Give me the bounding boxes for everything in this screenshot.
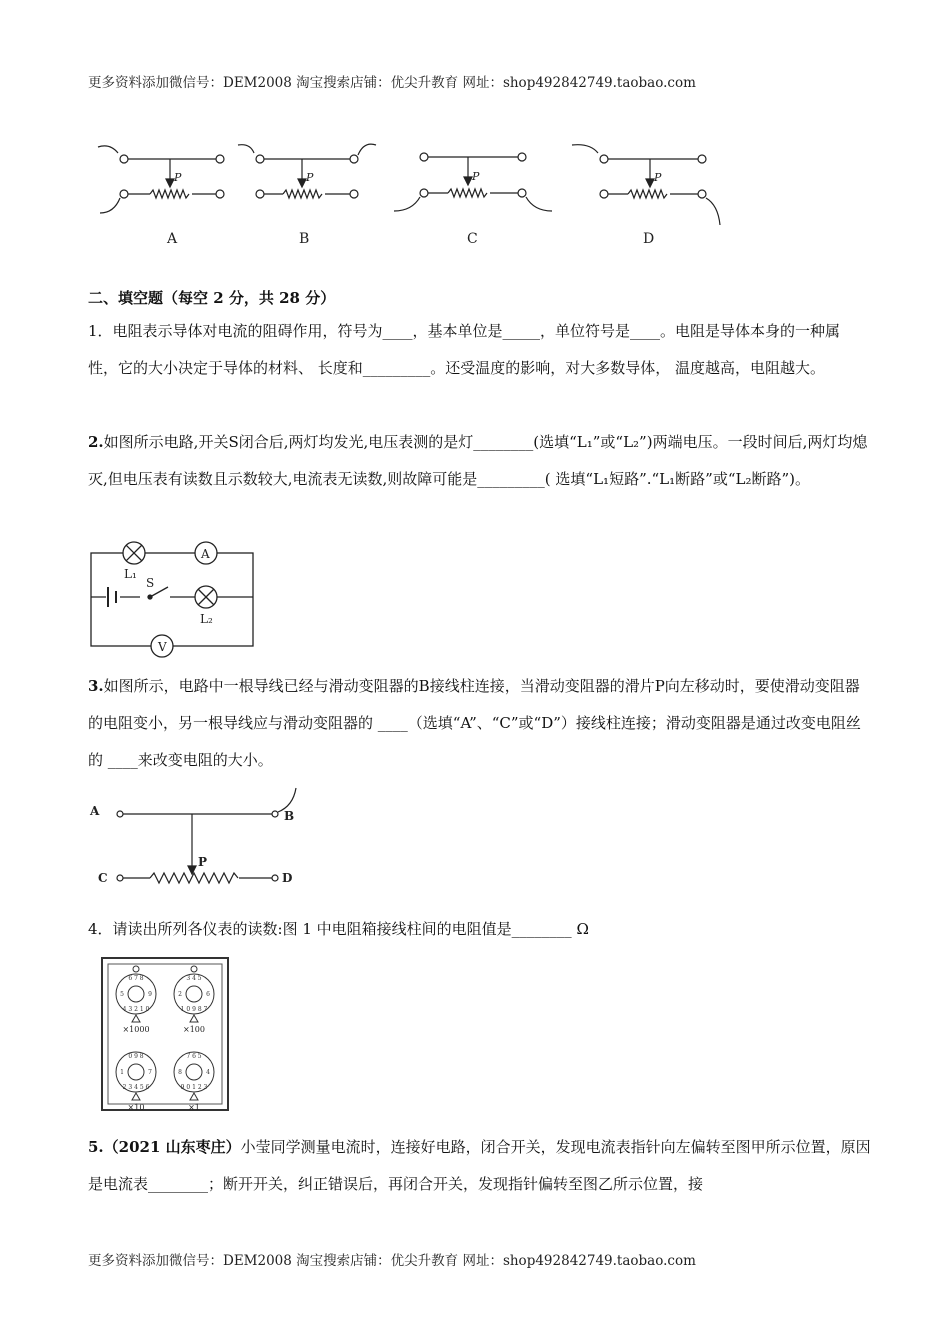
dial-x100-label: ×100 xyxy=(183,1025,205,1034)
question-2-text: 如图所示电路,开关S闭合后,两灯均发光,电压表测的是灯________(选填“L₁”或“L₂”)两端电压。一段时间后,两灯均熄灭,但电压表有读数且示数较大,电流表无读数,则故障可能是_________( 选填“L₁短路”.“L₁断路”或“L₂断路”)。 xyxy=(88,433,868,488)
option-c-p-label: P xyxy=(472,170,480,183)
svg-text:0 9 8: 0 9 8 xyxy=(128,1053,144,1060)
option-d-diagram xyxy=(572,145,720,225)
svg-text:7 6 5: 7 6 5 xyxy=(186,1053,202,1060)
ammeter-symbol: A xyxy=(201,547,210,561)
option-a-diagram xyxy=(98,146,224,213)
question-3 xyxy=(88,668,873,779)
question-5-text: 小莹同学测量电流时，连接好电路，闭合开关，发现电流表指针向左偏转至图甲所示位置，原因是电流表________；断开开关，纠正错误后，再闭合开关，发现指针偏转至图乙所示位置，接 xyxy=(88,1138,871,1193)
svg-text:4 3 2 1 0: 4 3 2 1 0 xyxy=(122,1006,150,1013)
page-header: 更多资料添加微信号：DEM2008 淘宝搜索店铺：优尖升教育 网址：shop492842749.taobao.com xyxy=(88,75,696,91)
question-3-number: 3. xyxy=(88,677,104,695)
svg-text:6 7 8: 6 7 8 xyxy=(128,975,144,982)
rheostat-options-figure xyxy=(90,135,740,255)
question-1: 1．电阻表示导体对电流的阻碍作用，符号为____，基本单位是_____，单位符号是____。电阻是导体本身的一种属性，它的大小决定于导体的材料、 长度和_________。还受温度的影响，对大多数导体， 温度越高，电阻越大。 xyxy=(88,322,841,377)
svg-text:4: 4 xyxy=(206,1069,210,1076)
terminal-a-label: A xyxy=(90,804,100,818)
question-2 xyxy=(88,424,868,498)
dial-x1-label: ×1 xyxy=(188,1103,200,1112)
svg-text:3 4 5: 3 4 5 xyxy=(186,975,202,982)
svg-text:2: 2 xyxy=(178,991,182,998)
terminal-c-label: C xyxy=(98,871,108,885)
dial-x10-label: ×10 xyxy=(127,1103,145,1112)
svg-text:5: 5 xyxy=(120,991,124,998)
svg-text:8: 8 xyxy=(178,1069,182,1076)
slider-p-label: P xyxy=(198,855,208,869)
option-d-p-label: P xyxy=(654,171,662,184)
question-5 xyxy=(88,1129,873,1203)
svg-text:1: 1 xyxy=(120,1069,124,1076)
option-c-label: C xyxy=(467,231,478,247)
option-b-label: B xyxy=(299,231,310,247)
svg-text:7: 7 xyxy=(148,1069,152,1076)
circuit-diagram-q2 xyxy=(88,535,268,665)
question-3-text: 如图所示，电路中一根导线已经与滑动变阻器的B接线柱连接，当滑动变阻器的滑片P向左移动时，要使滑动变阻器的电阻变小，另一根导线应与滑动变阻器的 ____（选填“A”、“C”或“D”）接线柱连接；滑动变阻器是通过改变电阻丝的 ____来改变电阻的大小。 xyxy=(88,677,861,769)
switch-s-label: S xyxy=(146,576,155,590)
lamp-l1-label: L₁ xyxy=(124,567,137,581)
option-b-p-label: P xyxy=(306,171,314,184)
page-footer: 更多资料添加微信号：DEM2008 淘宝搜索店铺：优尖升教育 网址：shop492842749.taobao.com xyxy=(88,1253,696,1269)
option-d-label: D xyxy=(643,231,655,247)
svg-text:2 3 4 5 6: 2 3 4 5 6 xyxy=(122,1084,150,1091)
resistance-box-figure xyxy=(100,956,232,1116)
svg-text:9: 9 xyxy=(148,991,152,998)
svg-text:6: 6 xyxy=(206,991,210,998)
option-a-p-label: P xyxy=(174,171,182,184)
question-5-source: （2021 山东枣庄） xyxy=(103,1138,241,1156)
lamp-l2-label: L₂ xyxy=(200,612,213,626)
dial-x1000-label: ×1000 xyxy=(122,1025,150,1034)
svg-text:9 0 1 2 3: 9 0 1 2 3 xyxy=(180,1084,208,1091)
option-a-label: A xyxy=(167,231,178,247)
section-title: 二、填空题（每空 2 分，共 28 分） xyxy=(88,289,336,307)
svg-text:1 0 9 8 7: 1 0 9 8 7 xyxy=(180,1006,208,1013)
rheostat-diagram-q3 xyxy=(88,784,318,894)
terminal-b-label: B xyxy=(284,809,295,823)
question-2-number: 2. xyxy=(88,433,104,451)
question-4: 4．请读出所列各仪表的读数:图 1 中电阻箱接线柱间的电阻值是________ Ω xyxy=(88,920,589,938)
voltmeter-symbol: V xyxy=(158,640,167,654)
question-5-number: 5. xyxy=(88,1138,104,1156)
terminal-d-label: D xyxy=(282,871,293,885)
